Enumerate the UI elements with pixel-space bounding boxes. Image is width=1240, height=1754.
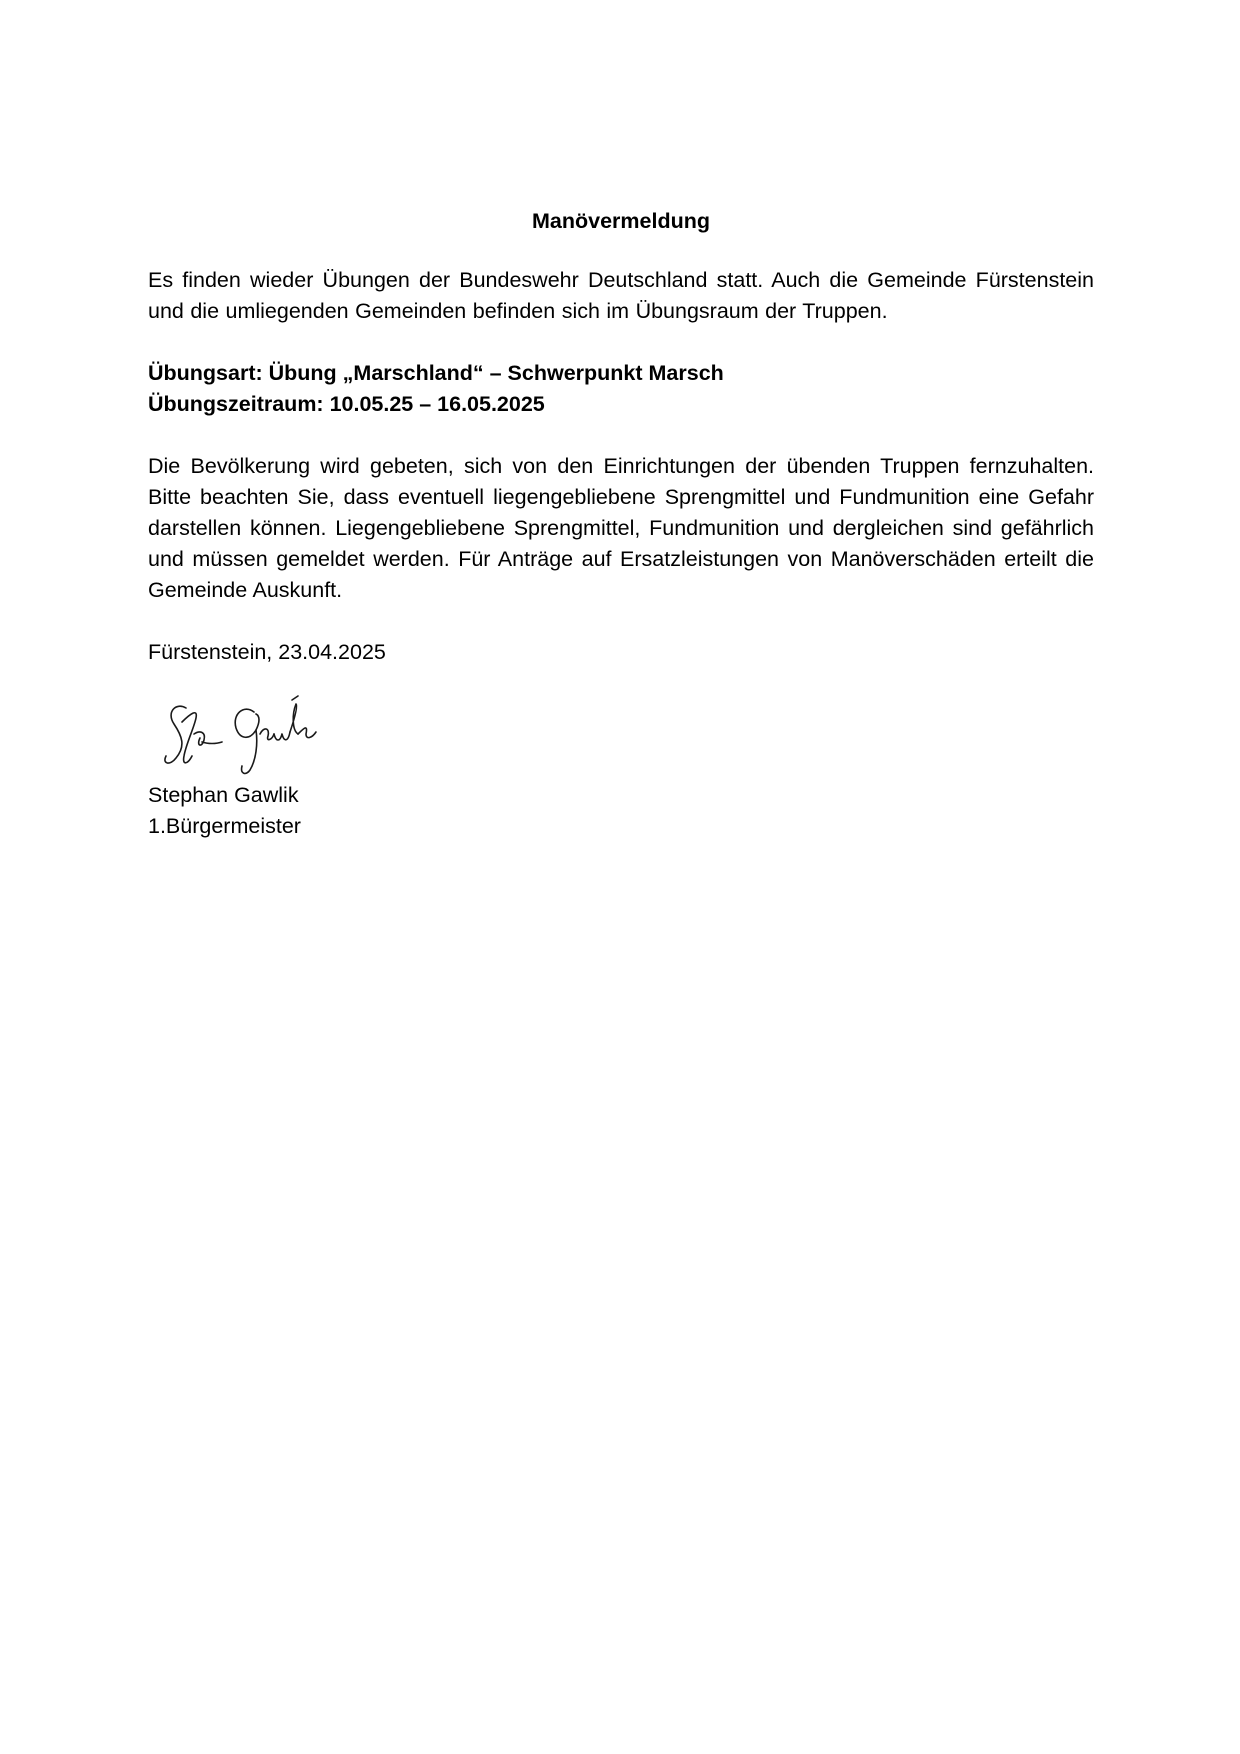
place-date: Fürstenstein, 23.04.2025: [148, 640, 386, 664]
signer-role: 1.Bürgermeister: [148, 814, 301, 838]
signature-block: [148, 694, 408, 780]
body-paragraph: Die Bevölkerung wird gebeten, sich von den Einrichtungen der übenden Truppen fernzuhalten. Bitte beachten Sie, dass eventuell liegengebliebene Sprengmittel und Fundmunition eine Gefahr darstellen können. Liegengebliebene Sprengmittel, Fundmunition und dergleichen sind gefährlich und müssen gemeldet werden. Für Anträge auf Ersatzleistungen von Manöverschäden erteilt die Gemeinde Auskunft.: [148, 454, 1094, 602]
spacer: [148, 606, 1094, 637]
intro-paragraph: Es finden wieder Übungen der Bundeswehr Deutschland statt. Auch die Gemeinde Fürstenstein und die umliegenden Gemeinden befinden sich im Übungsraum der Truppen.: [148, 268, 1094, 323]
signer-name: Stephan Gawlik: [148, 783, 299, 807]
document-content: [148, 206, 1094, 842]
spacer: [148, 420, 1094, 451]
handwritten-signature: [156, 694, 336, 780]
exercise-type: Übungsart: Übung „Marschland“ – Schwerpunkt Marsch: [148, 361, 724, 385]
document-title: Manövermeldung: [532, 209, 710, 233]
exercise-period: Übungszeitraum: 10.05.25 – 16.05.2025: [148, 392, 545, 416]
spacer: [148, 327, 1094, 358]
